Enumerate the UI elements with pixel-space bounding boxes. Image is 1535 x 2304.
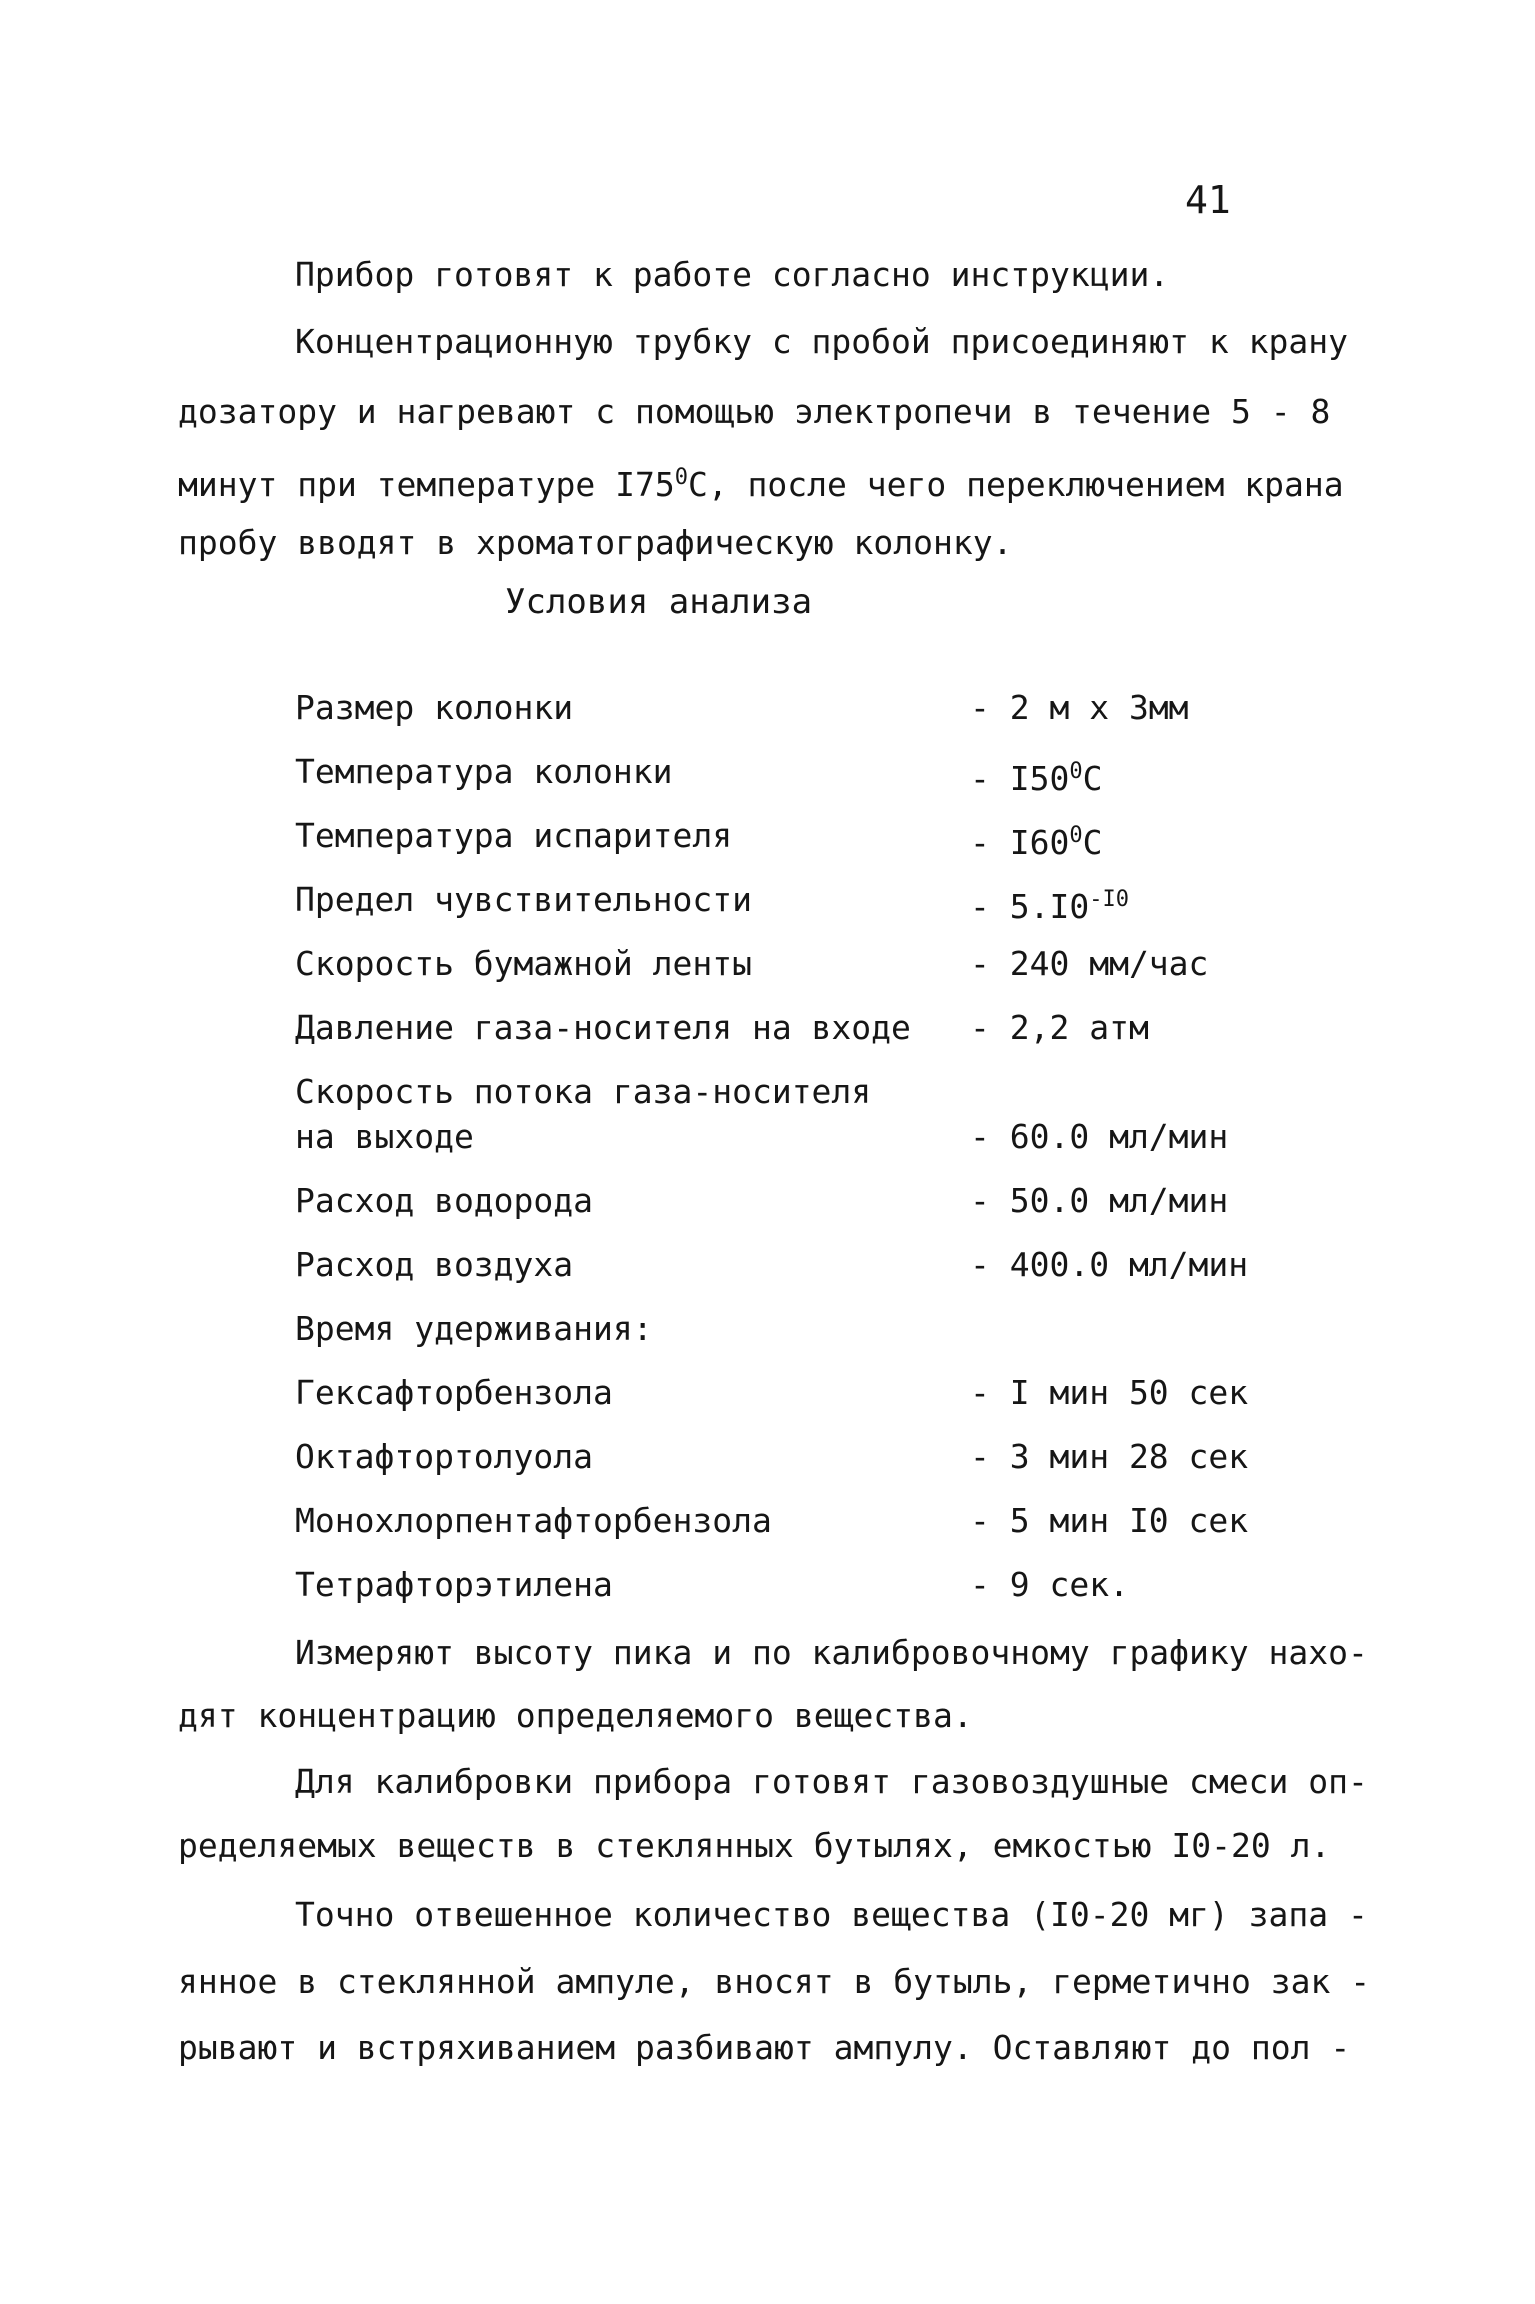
paragraph-line: рывают и встряхиванием разбивают ампулу. Оставляют до пол -: [178, 2028, 1351, 2067]
value-text: - I50: [970, 759, 1070, 798]
condition-label: Скорость бумажной ленты: [295, 944, 752, 983]
condition-label: Время удерживания:: [295, 1309, 653, 1348]
paragraph-line: дозатору и нагревают с помощью электропечи в течение 5 - 8: [178, 392, 1331, 431]
condition-label: Температура колонки: [295, 752, 673, 791]
condition-label: Размер колонки: [295, 688, 574, 727]
paragraph-line: [178, 458, 1344, 505]
value-text: - 5.I0: [970, 887, 1090, 926]
value-superscript: 0: [1069, 759, 1083, 784]
condition-value: [970, 880, 1129, 927]
paragraph-line: Измеряют высоту пика и по калибровочному графику нахо-: [295, 1633, 1368, 1672]
page-number: 41: [1185, 178, 1231, 222]
value-superscript: -I0: [1089, 887, 1129, 912]
paragraph-line: Концентрационную трубку с пробой присоединяют к крану: [295, 322, 1348, 361]
condition-label: Монохлорпентафторбензола: [295, 1501, 772, 1540]
paragraph-line: Для калибровки прибора готовят газовоздушные смеси оп-: [295, 1762, 1368, 1801]
paragraph-line: янное в стеклянной ампуле, вносят в бутыль, герметично зак -: [178, 1962, 1371, 2001]
value-superscript: 0: [1069, 823, 1083, 848]
degree-superscript: 0: [674, 465, 688, 490]
condition-label: Скорость потока газа-носителя: [295, 1072, 872, 1111]
condition-value: - 60.0 мл/мин: [970, 1117, 1229, 1156]
condition-value: - 240 мм/час: [970, 944, 1209, 983]
condition-label: Расход водорода: [295, 1181, 594, 1220]
condition-label: Температура испарителя: [295, 816, 733, 855]
value-text: - I60: [970, 823, 1070, 862]
condition-label: Давление газа-носителя на входе: [295, 1008, 911, 1047]
condition-label: Октафтортолуола: [295, 1437, 594, 1476]
paragraph-line: ределяемых веществ в стеклянных бутылях, емкостью I0-20 л.: [178, 1826, 1331, 1865]
condition-label: на выходе: [295, 1117, 474, 1156]
paragraph-line: пробу вводят в хроматографическую колонку.: [178, 523, 1013, 562]
section-heading: Условия анализа: [505, 582, 813, 622]
paragraph-line: Точно отвешенное количество вещества (I0-20 мг) запа -: [295, 1895, 1368, 1934]
condition-value: - 2,2 атм: [970, 1008, 1149, 1047]
paragraph-line: дят концентрацию определяемого вещества.: [178, 1696, 973, 1735]
paragraph-line: Прибор готовят к работе согласно инструкции.: [295, 255, 1170, 294]
value-unit: С: [1082, 823, 1103, 862]
condition-label: Предел чувствительности: [295, 880, 752, 919]
condition-value: - 5 мин I0 сек: [970, 1501, 1249, 1540]
condition-value: - 2 м х 3мм: [970, 688, 1189, 727]
paragraph-text: минут при температуре I75: [178, 465, 675, 504]
value-unit: С: [1082, 759, 1103, 798]
condition-value: - 50.0 мл/мин: [970, 1181, 1229, 1220]
paragraph-text: С, после чего переключением крана: [687, 465, 1344, 504]
condition-label: Гексафторбензола: [295, 1373, 613, 1412]
condition-value: - 400.0 мл/мин: [970, 1245, 1249, 1284]
condition-value: [970, 816, 1102, 863]
condition-value: - 9 сек.: [970, 1565, 1129, 1604]
condition-value: - I мин 50 сек: [970, 1373, 1249, 1412]
condition-value: [970, 752, 1102, 799]
condition-label: Расход воздуха: [295, 1245, 574, 1284]
condition-value: - 3 мин 28 сек: [970, 1437, 1249, 1476]
condition-label: Тетрафторэтилена: [295, 1565, 613, 1604]
